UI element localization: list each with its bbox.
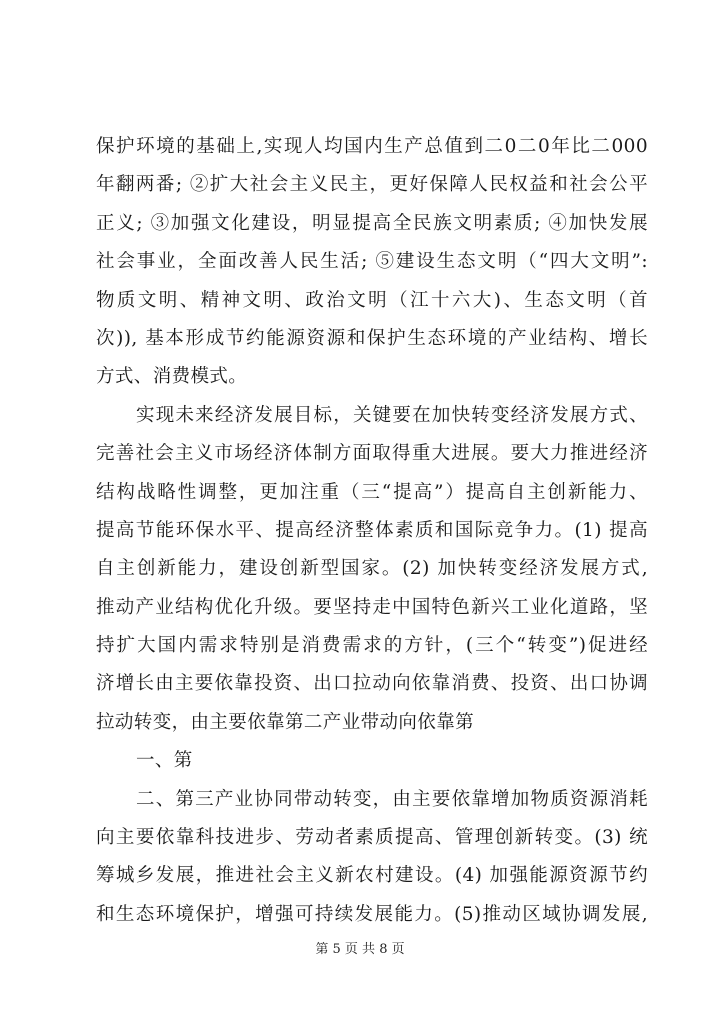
body-text [96,128,648,934]
page-footer: 第 5 页 共 8 页 [315,942,405,957]
text-line: 筹城乡发展，推进社会主义新农村建设。(4) 加强能源资源节约 [96,865,648,887]
text-line: 正义; ③加强文化建设，明显提高全民族文明素质; ④加快发展 [96,212,648,234]
text-line: 方式、消费模式。 [96,366,248,388]
text-line: 提高节能环保水平、提高经济整体素质和国际竞争力。(1) 提高 [96,519,648,541]
text-line: 拉动转变，由主要依靠第二产业带动向依靠第 [96,711,475,733]
text-line: 社会事业，全面改善人民生活; ⑤建设生态文明（“四大文明”: [96,251,648,273]
text-line: 次)), 基本形成节约能源资源和保护生态环境的产业结构、增长 [96,327,648,349]
text-line: 实现未来经济发展目标，关键要在加快转变经济发展方式、 [136,404,648,426]
text-line: 完善社会主义市场经济体制方面取得重大进展。要大力推进经济 [96,443,648,465]
text-line: 推动产业结构优化升级。要坚持走中国特色新兴工业化道路，坚 [96,596,648,618]
text-line: 保护环境的基础上,实现人均国内生产总值到二0二0年比二000 [96,136,648,157]
text-line: 年翻两番; ②扩大社会主义民主，更好保障人民权益和社会公平 [96,174,648,196]
text-line: 向主要依靠科技进步、劳动者素质提高、管理创新转变。(3) 统 [96,827,648,849]
text-line: 济增长由主要依靠投资、出口拉动向依靠消费、投资、出口协调 [96,673,648,695]
text-line: 物质文明、精神文明、政治文明（江十六大)、生态文明（首 [96,289,648,311]
text-line: 一、第 [136,750,193,772]
text-line: 二、第三产业协同带动转变，由主要依靠增加物质资源消耗 [136,788,648,810]
text-line: 和生态环境保护，增强可持续发展能力。(5)推动区域协调发展, [96,903,648,925]
text-line: 自主创新能力，建设创新型国家。(2) 加快转变经济发展方式, [96,558,648,580]
text-line: 持扩大国内需求特别是消费需求的方针，(三个“转变”)促进经 [96,635,648,657]
text-line: 结构战略性调整，更加注重（三“提高”）提高自主创新能力、 [96,481,648,503]
